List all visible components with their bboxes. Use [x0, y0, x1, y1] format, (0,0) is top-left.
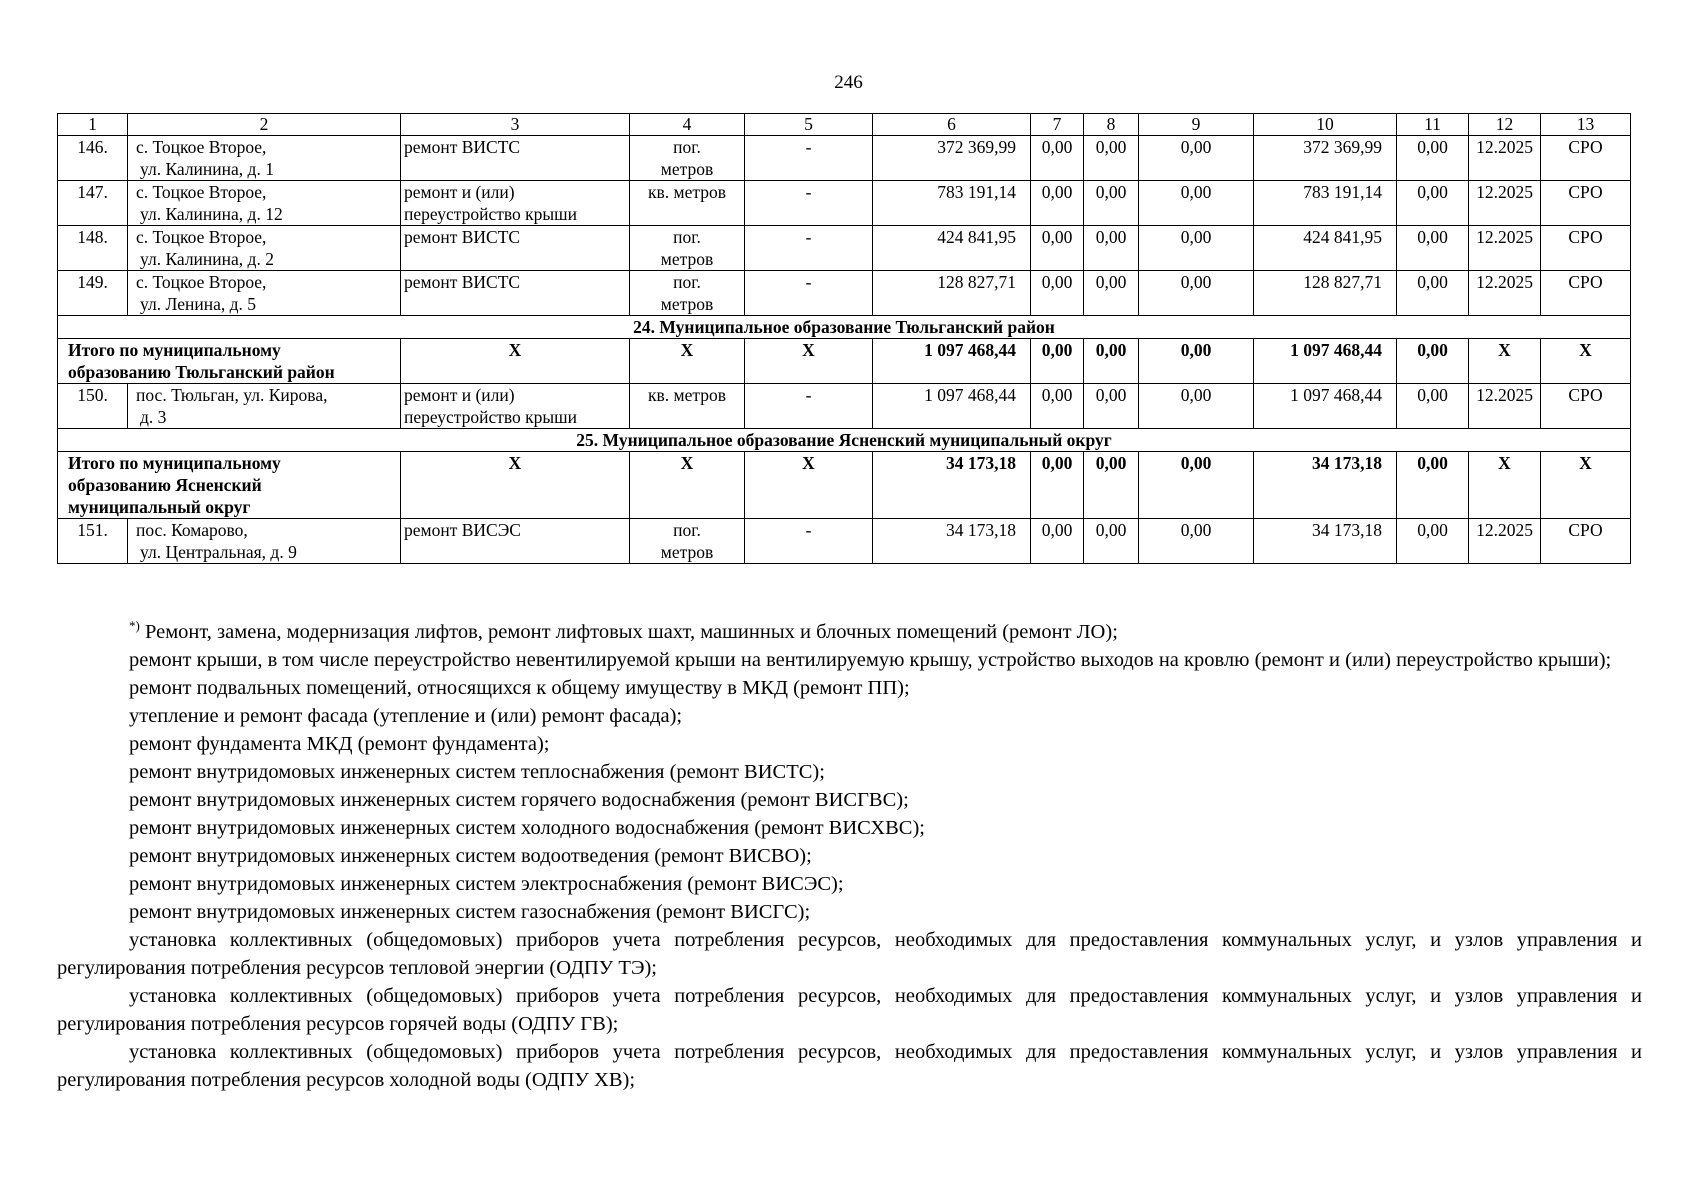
table-row: [58, 271, 1631, 316]
address-cell-line: ул. Центральная, д. 9: [140, 542, 297, 562]
row-number: 148.: [58, 226, 128, 271]
column-8-cell: 0,00: [1084, 271, 1139, 316]
total-col-7: 0,00: [1031, 452, 1084, 519]
row-number: 150.: [58, 384, 128, 429]
column-number: 5: [745, 114, 873, 136]
column-number: 12: [1469, 114, 1541, 136]
column-9-cell: 0,00: [1139, 271, 1254, 316]
total-col-12: Х: [1469, 339, 1541, 384]
table-row: [58, 226, 1631, 271]
total-col-9: 0,00: [1139, 339, 1254, 384]
column-5-cell: -: [745, 519, 873, 564]
column-5-cell: -: [745, 271, 873, 316]
address-cell-line: ул. Ленина, д. 5: [140, 294, 256, 314]
cost-total-cell: 424 841,95: [873, 226, 1031, 271]
method-cell: СРО: [1541, 181, 1631, 226]
column-number: 7: [1031, 114, 1084, 136]
total-col-6: 1 097 468,44: [873, 339, 1031, 384]
column-11-cell: 0,00: [1397, 136, 1469, 181]
note-paragraph: [57, 612, 1642, 646]
unit-cell-line: пог.: [673, 520, 701, 540]
column-number: 4: [630, 114, 745, 136]
total-col-11: 0,00: [1397, 339, 1469, 384]
column-number: 9: [1139, 114, 1254, 136]
work-type-cell-line: ремонт ВИСЭС: [404, 520, 521, 540]
column-9-cell: 0,00: [1139, 519, 1254, 564]
work-type-cell: [401, 519, 630, 564]
address-cell: [128, 181, 401, 226]
deadline-cell: 12.2025: [1469, 136, 1541, 181]
column-9-cell: 0,00: [1139, 136, 1254, 181]
note-paragraph: ремонт внутридомовых инженерных систем холодного водоснабжения (ремонт ВИСХВС);: [129, 816, 925, 839]
total-col-10: 1 097 468,44: [1254, 339, 1397, 384]
column-8-cell: 0,00: [1084, 181, 1139, 226]
address-cell: [128, 519, 401, 564]
column-10-cell: 34 173,18: [1254, 519, 1397, 564]
address-cell-line: пос. Тюльган, ул. Кирова,: [136, 385, 328, 405]
column-8-cell: 0,00: [1084, 519, 1139, 564]
address-cell: [128, 136, 401, 181]
total-label-line: муниципальный округ: [68, 497, 251, 517]
total-row: [58, 339, 1631, 384]
section-title: 25. Муниципальное образование Ясненский муниципальный округ: [58, 429, 1631, 452]
note-text: Ремонт, замена, модернизация лифтов, ремонт лифтовых шахт, машинных и блочных помещений (ремонт ЛО);: [139, 620, 1118, 643]
row-number: 147.: [58, 181, 128, 226]
table-row: [58, 181, 1631, 226]
footnote-mark: *): [129, 618, 140, 633]
column-number: 2: [128, 114, 401, 136]
column-10-cell: 372 369,99: [1254, 136, 1397, 181]
address-cell: [128, 384, 401, 429]
column-number: 8: [1084, 114, 1139, 136]
unit-cell: [630, 519, 745, 564]
column-7-cell: 0,00: [1031, 181, 1084, 226]
column-7-cell: 0,00: [1031, 384, 1084, 429]
unit-cell-line: пог.: [673, 227, 701, 247]
column-11-cell: 0,00: [1397, 384, 1469, 429]
method-cell: СРО: [1541, 519, 1631, 564]
unit-cell-line: кв. метров: [648, 182, 726, 202]
total-row: [58, 452, 1631, 519]
note-paragraph: ремонт внутридомовых инженерных систем газоснабжения (ремонт ВИСГС);: [129, 900, 811, 923]
table-body: [58, 114, 1631, 564]
section-heading-row: [58, 316, 1631, 339]
column-5-cell: -: [745, 226, 873, 271]
column-8-cell: 0,00: [1084, 226, 1139, 271]
column-11-cell: 0,00: [1397, 271, 1469, 316]
column-10-cell: 1 097 468,44: [1254, 384, 1397, 429]
row-number: 151.: [58, 519, 128, 564]
work-type-cell-line: ремонт и (или): [404, 385, 515, 405]
unit-cell-line: пог.: [673, 272, 701, 292]
total-label-line: образованию Тюльганский район: [68, 362, 335, 382]
table-row: [58, 136, 1631, 181]
column-11-cell: 0,00: [1397, 519, 1469, 564]
cost-total-cell: 34 173,18: [873, 519, 1031, 564]
work-type-cell-line: ремонт и (или): [404, 182, 515, 202]
deadline-cell: 12.2025: [1469, 226, 1541, 271]
section-heading-row: [58, 429, 1631, 452]
total-label-line: Итого по муниципальному: [68, 340, 281, 360]
cost-total-cell: 128 827,71: [873, 271, 1031, 316]
total-col-11: 0,00: [1397, 452, 1469, 519]
row-number: 149.: [58, 271, 128, 316]
column-number: 13: [1541, 114, 1631, 136]
total-col-5: Х: [745, 339, 873, 384]
total-col-4: Х: [630, 339, 745, 384]
method-cell: СРО: [1541, 136, 1631, 181]
column-7-cell: 0,00: [1031, 271, 1084, 316]
section-title: 24. Муниципальное образование Тюльганский район: [58, 316, 1631, 339]
unit-cell-line: кв. метров: [648, 385, 726, 405]
column-5-cell: -: [745, 181, 873, 226]
column-8-cell: 0,00: [1084, 384, 1139, 429]
address-cell-line: с. Тоцкое Второе,: [136, 227, 267, 247]
total-col-7: 0,00: [1031, 339, 1084, 384]
unit-cell: [630, 271, 745, 316]
page-number: 246: [834, 72, 863, 93]
method-cell: СРО: [1541, 226, 1631, 271]
address-cell-line: пос. Комарово,: [136, 520, 248, 540]
column-10-cell: 424 841,95: [1254, 226, 1397, 271]
cost-total-cell: 1 097 468,44: [873, 384, 1031, 429]
total-col-12: Х: [1469, 452, 1541, 519]
column-9-cell: 0,00: [1139, 181, 1254, 226]
column-5-cell: -: [745, 384, 873, 429]
note-paragraph: ремонт внутридомовых инженерных систем горячего водоснабжения (ремонт ВИСГВС);: [129, 788, 909, 811]
column-7-cell: 0,00: [1031, 519, 1084, 564]
address-cell-line: ул. Калинина, д. 12: [140, 204, 283, 224]
column-9-cell: 0,00: [1139, 384, 1254, 429]
work-type-cell: [401, 226, 630, 271]
column-5-cell: -: [745, 136, 873, 181]
column-number: 3: [401, 114, 630, 136]
unit-cell-line: метров: [660, 542, 714, 562]
unit-cell-line: метров: [660, 249, 714, 269]
note-paragraph: ремонт внутридомовых инженерных систем водоотведения (ремонт ВИСВО);: [129, 844, 812, 867]
address-cell-line: с. Тоцкое Второе,: [136, 182, 267, 202]
column-number: 11: [1397, 114, 1469, 136]
address-cell-line: с. Тоцкое Второе,: [136, 272, 267, 292]
unit-cell: [630, 384, 745, 429]
table-row: [58, 384, 1631, 429]
total-label: [58, 452, 401, 519]
note-paragraph: ремонт внутридомовых инженерных систем теплоснабжения (ремонт ВИСТС);: [129, 760, 825, 783]
total-label-line: образованию Ясненский: [68, 475, 262, 495]
note-paragraph: ремонт подвальных помещений, относящихся к общему имуществу в МКД (ремонт ПП);: [129, 676, 910, 699]
column-10-cell: 128 827,71: [1254, 271, 1397, 316]
work-type-cell-line: переустройство крыши: [404, 407, 577, 427]
total-col-3: Х: [401, 339, 630, 384]
total-col-4: Х: [630, 452, 745, 519]
unit-cell: [630, 136, 745, 181]
total-col-6: 34 173,18: [873, 452, 1031, 519]
unit-cell-line: метров: [660, 294, 714, 314]
repair-schedule-table: [57, 113, 1631, 564]
work-type-cell-line: переустройство крыши: [404, 204, 577, 224]
total-col-3: Х: [401, 452, 630, 519]
total-col-8: 0,00: [1084, 339, 1139, 384]
total-col-10: 34 173,18: [1254, 452, 1397, 519]
work-type-cell-line: ремонт ВИСТС: [404, 227, 521, 247]
total-col-13: Х: [1541, 339, 1631, 384]
unit-cell-line: метров: [660, 159, 714, 179]
method-cell: СРО: [1541, 271, 1631, 316]
total-col-5: Х: [745, 452, 873, 519]
column-7-cell: 0,00: [1031, 136, 1084, 181]
cost-total-cell: 783 191,14: [873, 181, 1031, 226]
column-number-row: [58, 114, 1631, 136]
work-type-cell: [401, 271, 630, 316]
column-8-cell: 0,00: [1084, 136, 1139, 181]
note-paragraph: ремонт внутридомовых инженерных систем электроснабжения (ремонт ВИСЭС);: [129, 872, 844, 895]
deadline-cell: 12.2025: [1469, 181, 1541, 226]
column-11-cell: 0,00: [1397, 226, 1469, 271]
method-cell: СРО: [1541, 384, 1631, 429]
work-type-cell: [401, 136, 630, 181]
column-11-cell: 0,00: [1397, 181, 1469, 226]
address-cell-line: д. 3: [140, 407, 167, 427]
total-col-9: 0,00: [1139, 452, 1254, 519]
address-cell-line: ул. Калинина, д. 1: [140, 159, 274, 179]
total-label-line: Итого по муниципальному: [68, 453, 281, 473]
unit-cell: [630, 226, 745, 271]
note-paragraph: установка коллективных (общедомовых) приборов учета потребления ресурсов, необходимых для предоставления коммунальных услуг, и узлов управления и регулирования потребления ресурсов холодной воды (ОДПУ ХВ);: [57, 1040, 1642, 1091]
note-paragraph: установка коллективных (общедомовых) приборов учета потребления ресурсов, необходимых для предоставления коммунальных услуг, и узлов управления и регулирования потребления ресурсов тепловой энергии (ОДПУ ТЭ);: [57, 928, 1642, 979]
table-row: [58, 519, 1631, 564]
abbreviation-notes: [57, 612, 1642, 1094]
column-10-cell: 783 191,14: [1254, 181, 1397, 226]
address-cell: [128, 271, 401, 316]
column-number: 6: [873, 114, 1031, 136]
address-cell-line: с. Тоцкое Второе,: [136, 137, 267, 157]
deadline-cell: 12.2025: [1469, 519, 1541, 564]
column-number: 10: [1254, 114, 1397, 136]
note-paragraph: утепление и ремонт фасада (утепление и (или) ремонт фасада);: [129, 704, 683, 727]
work-type-cell-line: ремонт ВИСТС: [404, 137, 521, 157]
note-paragraph: установка коллективных (общедомовых) приборов учета потребления ресурсов, необходимых для предоставления коммунальных услуг, и узлов управления и регулирования потребления ресурсов горячей воды (ОДПУ ГВ);: [57, 984, 1642, 1035]
row-number: 146.: [58, 136, 128, 181]
column-9-cell: 0,00: [1139, 226, 1254, 271]
column-7-cell: 0,00: [1031, 226, 1084, 271]
total-col-8: 0,00: [1084, 452, 1139, 519]
work-type-cell: [401, 384, 630, 429]
work-type-cell-line: ремонт ВИСТС: [404, 272, 521, 292]
address-cell-line: ул. Калинина, д. 2: [140, 249, 274, 269]
total-label: [58, 339, 401, 384]
note-paragraph: ремонт крыши, в том числе переустройство невентилируемой крыши на вентилируемую крышу, устройство выходов на кровлю (ремонт и (или) переустройство крыши);: [129, 648, 1612, 671]
work-type-cell: [401, 181, 630, 226]
unit-cell: [630, 181, 745, 226]
unit-cell-line: пог.: [673, 137, 701, 157]
column-number: 1: [58, 114, 128, 136]
deadline-cell: 12.2025: [1469, 384, 1541, 429]
total-col-13: Х: [1541, 452, 1631, 519]
cost-total-cell: 372 369,99: [873, 136, 1031, 181]
deadline-cell: 12.2025: [1469, 271, 1541, 316]
note-paragraph: ремонт фундамента МКД (ремонт фундамента);: [129, 732, 550, 755]
address-cell: [128, 226, 401, 271]
